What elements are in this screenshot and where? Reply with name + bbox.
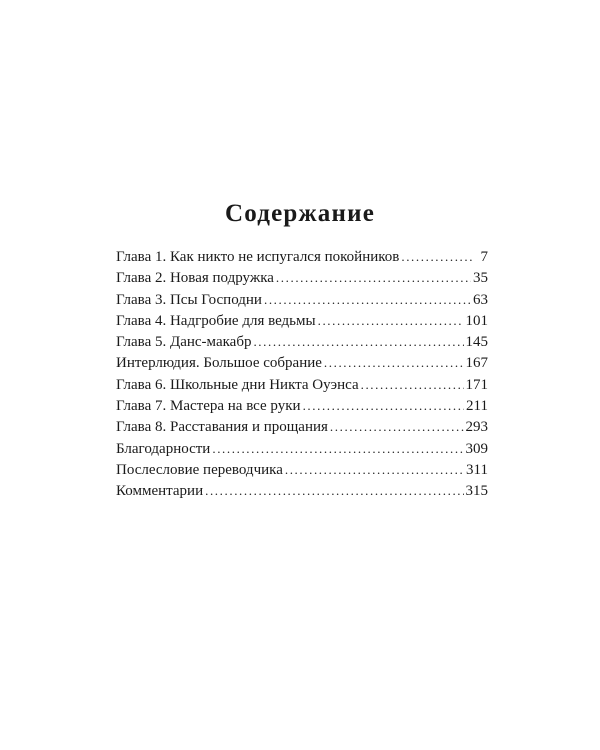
toc-leader-dots xyxy=(212,438,463,459)
toc-page-number: 63 xyxy=(473,291,488,308)
toc-entry-title: Глава 3. Псы Господни xyxy=(116,291,262,308)
toc-leader-dots xyxy=(264,289,471,310)
toc-leader-dots xyxy=(303,395,464,416)
toc-leader-dots xyxy=(205,480,463,501)
toc-entry-title: Комментарии xyxy=(116,483,204,500)
toc-leader-dots xyxy=(285,459,464,480)
toc-page-number: 293 xyxy=(465,419,488,436)
toc-entry-title: Интерлюдия. Большое собрание xyxy=(116,355,322,372)
toc-entry-title: Глава 6. Школьные дни Никта Оуэнса xyxy=(116,376,359,393)
toc-entry xyxy=(116,289,488,310)
toc-page-number: 211 xyxy=(466,398,488,415)
toc-entry xyxy=(116,395,488,416)
toc-entry xyxy=(116,438,488,459)
toc-heading: Содержание xyxy=(224,200,375,227)
toc-entry-title: Глава 8. Расставания и прощания xyxy=(116,419,328,436)
toc-page-number: 315 xyxy=(465,483,488,500)
toc-entry-title: Послесловие переводчика xyxy=(116,461,283,478)
toc-leader-dots xyxy=(253,331,463,352)
toc-leader-dots xyxy=(318,310,464,331)
toc-leader-dots xyxy=(361,374,464,395)
toc-page-number: 311 xyxy=(466,461,488,478)
toc-entry-title: Благодарности xyxy=(116,440,211,457)
toc-entry xyxy=(116,416,488,437)
toc-entry xyxy=(116,374,488,395)
toc-page-number: 35 xyxy=(473,270,488,287)
toc-page-number: 101 xyxy=(465,312,488,329)
toc-entry-title: Глава 4. Надгробие для ведьмы xyxy=(116,312,316,329)
toc-entry-title: Глава 5. Данс-макабр xyxy=(116,334,252,351)
toc-page-number: 167 xyxy=(465,355,488,372)
toc-entry xyxy=(116,480,488,501)
toc-entry-title: Глава 2. Новая подружка xyxy=(116,270,274,287)
toc-leader-dots xyxy=(330,416,464,437)
toc-entry xyxy=(116,246,488,267)
toc-entry-title: Глава 7. Мастера на все руки xyxy=(116,398,301,415)
toc-leader-dots xyxy=(276,267,471,288)
toc-entry-title: Глава 1. Как никто не испугался покойников xyxy=(116,249,400,265)
toc-list xyxy=(116,246,488,502)
toc-page-number: 7 xyxy=(480,249,488,265)
toc-leader-dots xyxy=(401,246,474,267)
toc-page-number: 309 xyxy=(465,440,488,457)
toc-page-number: 145 xyxy=(465,334,488,351)
toc-entry xyxy=(116,331,488,352)
toc-page-number: 171 xyxy=(465,376,488,393)
toc-entry xyxy=(116,459,488,480)
toc-entry xyxy=(116,267,488,288)
toc-leader-dots xyxy=(324,352,464,373)
toc-entry xyxy=(116,310,488,331)
toc-entry xyxy=(116,352,488,373)
